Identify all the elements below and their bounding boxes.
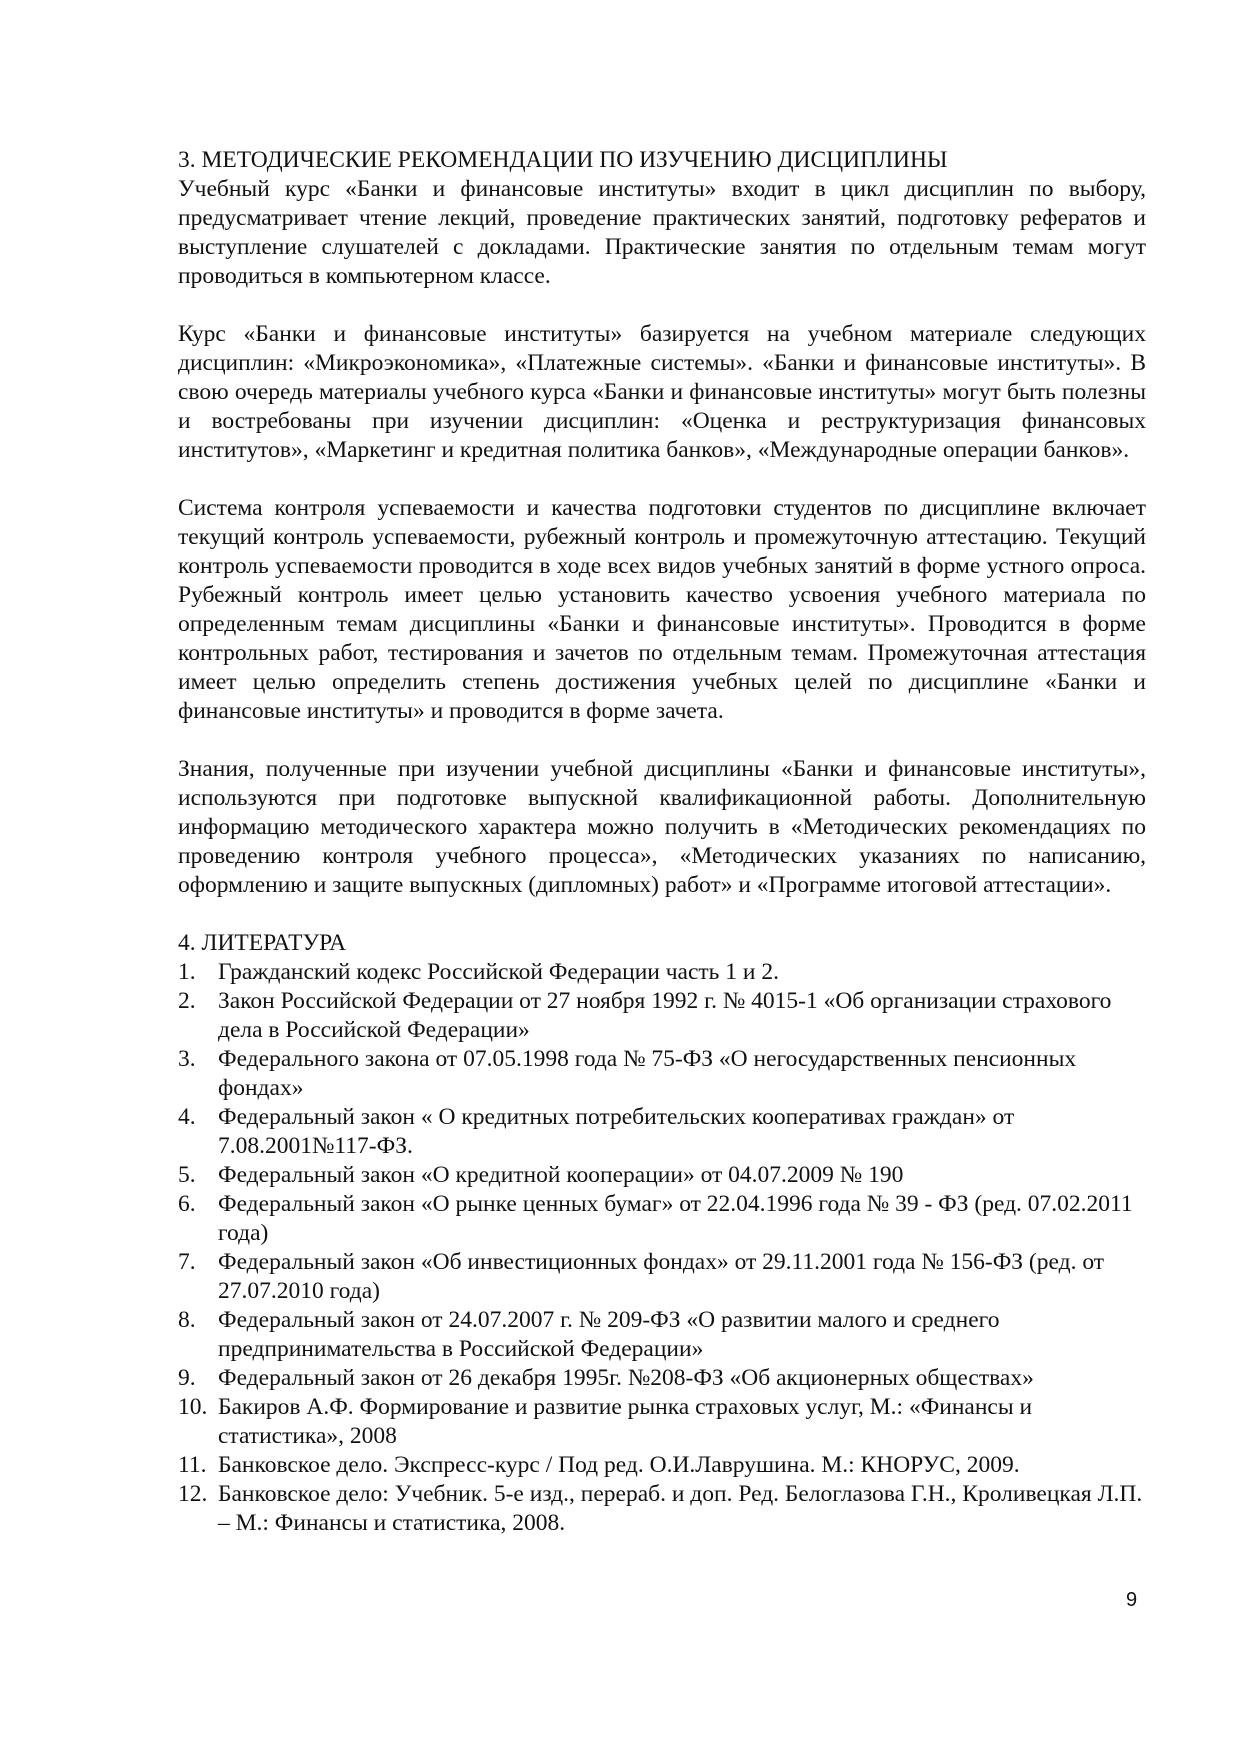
- literature-item-number: 9.: [178, 1365, 196, 1391]
- paragraph-spacer: [178, 465, 1146, 494]
- literature-item-text: Федерального закона от 07.05.1998 года № 75-ФЗ «О негосударственных пенсионных фондах»: [218, 1046, 1077, 1101]
- literature-item-number: 10.: [178, 1394, 208, 1420]
- paragraph-spacer: [178, 900, 1146, 929]
- literature-item-number: 11.: [178, 1452, 207, 1478]
- literature-item-text: Федеральный закон от 24.07.2007 г. № 209-ФЗ «О развитии малого и среднего предпринимательства в Российской Федерации»: [218, 1307, 1000, 1362]
- literature-item-text: Федеральный закон «О кредитной кооперации» от 04.07.2009 № 190: [218, 1162, 904, 1188]
- paragraph-spacer: [178, 726, 1146, 755]
- literature-item-number: 8.: [178, 1307, 196, 1333]
- literature-item-number: 4.: [178, 1104, 196, 1130]
- literature-item-text: Гражданский кодекс Российской Федерации часть 1 и 2.: [218, 959, 779, 985]
- literature-item: [178, 1248, 1146, 1306]
- section-3-paragraph-4: Знания, полученные при изучении учебной дисциплины «Банки и финансовые институты», используются при подготовке выпускной квалификационной работы. Дополнительную информацию методического характера можно получить в «Методических рекомендациях по проведению контроля учебного процесса», «Методических указаниях по написанию, оформлению и защите выпускных (дипломных) работ» и «Программе итоговой аттестации».: [178, 756, 1146, 898]
- literature-item: [178, 1190, 1146, 1248]
- literature-item-text: Федеральный закон «О рынке ценных бумаг» от 22.04.1996 года № 39 - ФЗ (ред. 07.02.2011 года): [218, 1191, 1133, 1246]
- literature-item-number: 1.: [178, 959, 196, 985]
- literature-item: [178, 987, 1146, 1045]
- section-3-paragraph-2: Курс «Банки и финансовые институты» базируется на учебном материале следующих дисциплин: «Микроэкономика», «Платежные системы». «Банки и финансовые институты». В свою очередь материалы учебного курса «Банки и финансовые институты» могут быть полезны и востребованы при изучении дисциплин: «Оценка и реструктуризация финансовых институтов», «Маркетинг и кредитная политика банков», «Международные операции банков».: [178, 321, 1146, 463]
- literature-item: [178, 1364, 1146, 1393]
- literature-item-text: Федеральный закон « О кредитных потребительских кооперативах граждан» от 7.08.2001№117-ФЗ.: [218, 1104, 1015, 1159]
- literature-item: [178, 1103, 1146, 1161]
- page-content: [178, 146, 1146, 1538]
- literature-item-number: 5.: [178, 1162, 196, 1188]
- literature-item-text: Бакиров А.Ф. Формирование и развитие рынка страховых услуг, М.: «Финансы и статистика», 2008: [218, 1394, 1033, 1449]
- section-3-heading: 3. МЕТОДИЧЕСКИЕ РЕКОМЕНДАЦИИ ПО ИЗУЧЕНИЮ ДИСЦИПЛИНЫ: [178, 147, 948, 173]
- section-4-heading: 4. ЛИТЕРАТУРА: [178, 930, 347, 956]
- paragraph-spacer: [178, 291, 1146, 320]
- literature-item-number: 2.: [178, 988, 196, 1014]
- section-3-paragraph-1: Учебный курс «Банки и финансовые институты» входит в цикл дисциплин по выбору, предусматривает чтение лекций, проведение практических занятий, подготовку рефератов и выступление слушателей с докладами. Практические занятия по отдельным темам могут проводиться в компьютерном классе.: [178, 176, 1146, 289]
- literature-item-number: 7.: [178, 1249, 196, 1275]
- literature-item-text: Федеральный закон «Об инвестиционных фондах» от 29.11.2001 года № 156-ФЗ (ред. от 27.07.2010 года): [218, 1249, 1105, 1304]
- literature-item: [178, 1306, 1146, 1364]
- literature-item: [178, 1045, 1146, 1103]
- literature-item: [178, 1161, 1146, 1190]
- literature-item: [178, 1480, 1146, 1538]
- literature-item-number: 12.: [178, 1481, 208, 1507]
- literature-item-text: Банковское дело. Экспресс-курс / Под ред. О.И.Лаврушина. М.: КНОРУС, 2009.: [218, 1452, 1020, 1478]
- literature-item-text: Федеральный закон от 26 декабря 1995г. №208-ФЗ «Об акционерных обществах»: [218, 1365, 1034, 1391]
- literature-item-text: Банковское дело: Учебник. 5-е изд., перераб. и доп. Ред. Белоглазова Г.Н., Кроливецкая Л.П. – М.: Финансы и статистика, 2008.: [218, 1481, 1143, 1536]
- literature-item-number: 6.: [178, 1191, 196, 1217]
- literature-list: [178, 958, 1146, 1538]
- literature-item-number: 3.: [178, 1046, 196, 1072]
- literature-item: [178, 1393, 1146, 1451]
- literature-item: [178, 958, 1146, 987]
- literature-item: [178, 1451, 1146, 1480]
- section-3-paragraph-3: Система контроля успеваемости и качества подготовки студентов по дисциплине включает текущий контроль успеваемости, рубежный контроль и промежуточную аттестацию. Текущий контроль успеваемости проводится в ходе всех видов учебных занятий в форме устного опроса. Рубежный контроль имеет целью установить качество усвоения учебного материала по определенным темам дисциплины «Банки и финансовые институты». Проводится в форме контрольных работ, тестирования и зачетов по отдельным темам. Промежуточная аттестация имеет целью определить степень достижения учебных целей по дисциплине «Банки и финансовые институты» и проводится в форме зачета.: [178, 495, 1146, 724]
- literature-item-text: Закон Российской Федерации от 27 ноября 1992 г. № 4015-1 «Об организации страхового дела в Российской Федерации»: [218, 988, 1112, 1043]
- page-number: 9: [1126, 1589, 1138, 1611]
